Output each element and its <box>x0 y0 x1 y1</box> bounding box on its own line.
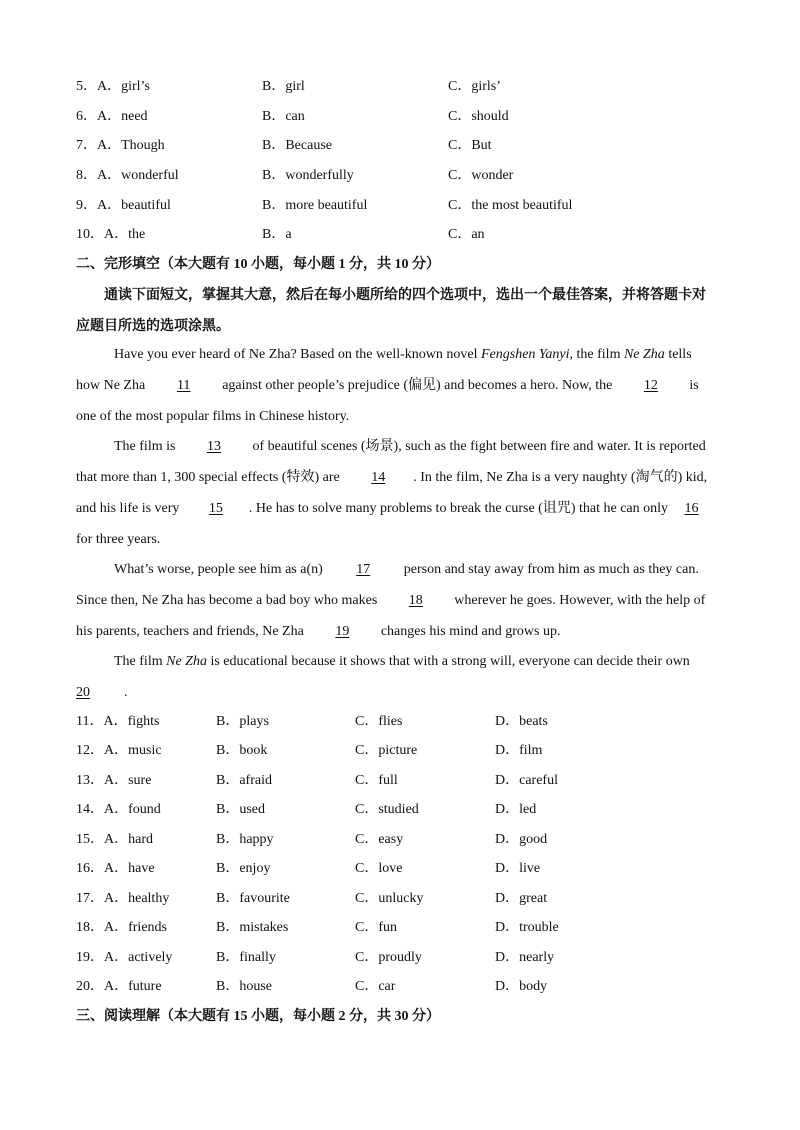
option-d: D．film <box>495 743 543 758</box>
passage-text: The film is <box>114 439 179 454</box>
option-d: D．body <box>495 979 548 994</box>
option-a: 9．A．beautiful <box>76 198 171 213</box>
option-a: 16．A．have <box>76 861 155 876</box>
passage-text: wherever he goes. However, with the help of <box>450 593 706 608</box>
passage-paragraph-4 <box>76 646 724 708</box>
option-row <box>0 712 800 732</box>
option-a: 7．A．Though <box>76 138 165 153</box>
option-a: 15．A．hard <box>76 832 153 847</box>
section-heading-cloze: 二、完形填空（本大题有 10 小题，每小题 1 分，共 10 分） <box>76 257 440 272</box>
passage-text: Have you ever heard of Ne Zha? Based on the well-known novel <box>114 347 481 362</box>
passage-text: and his life is very <box>76 501 183 516</box>
blank-17: 17 <box>356 562 371 577</box>
passage-text: What’s worse, people see him as a(n) <box>114 562 327 577</box>
passage-text: , the film <box>569 347 624 362</box>
passage-text: The film <box>114 654 167 669</box>
option-row <box>0 136 800 156</box>
option-row <box>0 741 800 761</box>
option-row <box>0 166 800 186</box>
option-c: C．girls’ <box>448 79 501 94</box>
blank-19: 19 <box>335 624 350 639</box>
passage-line <box>76 370 724 401</box>
option-d: D．trouble <box>495 920 559 935</box>
option-c: C．fun <box>355 920 397 935</box>
option-b: B．plays <box>216 714 269 729</box>
blank-11: 11 <box>176 378 191 393</box>
blank-16: 16 <box>684 501 699 516</box>
option-row <box>0 800 800 820</box>
option-b: B．book <box>216 743 268 758</box>
option-d: D．nearly <box>495 950 555 965</box>
option-b: B．mistakes <box>216 920 289 935</box>
passage-text: . He has to solve many problems to break the curse (诅咒) that he can only <box>248 501 672 516</box>
blank-18: 18 <box>408 593 423 608</box>
option-b: B．favourite <box>216 891 290 906</box>
option-b: B．enjoy <box>216 861 271 876</box>
option-a: 6．A．need <box>76 109 148 124</box>
blank-20: 20 <box>76 685 90 700</box>
passage-text: . <box>124 685 128 700</box>
option-c: C．unlucky <box>355 891 424 906</box>
passage-line <box>76 677 724 708</box>
blank-14: 14 <box>371 470 386 485</box>
passage-paragraph-3 <box>76 554 724 647</box>
option-b: B．happy <box>216 832 274 847</box>
passage-text: against other people’s prejudice (偏见) and becomes a hero. Now, the <box>218 378 616 393</box>
option-b: B．finally <box>216 950 276 965</box>
option-row <box>0 918 800 938</box>
option-a: 10．A．the <box>76 227 146 242</box>
option-b: B．used <box>216 802 265 817</box>
option-c: C．love <box>355 861 403 876</box>
option-d: D．good <box>495 832 548 847</box>
option-c: C．proudly <box>355 950 422 965</box>
option-a: 8．A．wonderful <box>76 168 179 183</box>
passage-text: person and stay away from him as much as they can. <box>400 562 699 577</box>
option-row <box>0 859 800 879</box>
passage-line <box>76 339 724 370</box>
passage-line <box>76 554 724 585</box>
option-row <box>0 889 800 909</box>
option-c: C．an <box>448 227 485 242</box>
option-a: 18．A．friends <box>76 920 167 935</box>
option-row <box>0 977 800 997</box>
blank-15: 15 <box>208 501 223 516</box>
option-row <box>0 196 800 216</box>
passage-line <box>76 646 724 677</box>
passage-line: for three years. <box>76 532 161 547</box>
option-c: C．wonder <box>448 168 514 183</box>
option-b: B．afraid <box>216 773 272 788</box>
option-a: 17．A．healthy <box>76 891 170 906</box>
passage-line <box>76 616 724 647</box>
passage-line <box>76 493 724 524</box>
option-b: B．can <box>262 109 305 124</box>
passage-paragraph-2 <box>76 431 724 555</box>
option-a: 14．A．found <box>76 802 161 817</box>
blank-12: 12 <box>643 378 658 393</box>
passage-text: changes his mind and grows up. <box>377 624 561 639</box>
passage-line <box>76 431 724 462</box>
instruction-line: 应题目所选的选项涂黑。 <box>76 319 230 334</box>
option-b: B．girl <box>262 79 305 94</box>
option-b: B．a <box>262 227 292 242</box>
option-c: C．car <box>355 979 396 994</box>
option-c: C．should <box>448 109 509 124</box>
passage-paragraph-1 <box>76 339 724 432</box>
passage-text: how Ne Zha <box>76 378 149 393</box>
passage-text: of beautiful scenes (场景), such as the fight between fire and water. It is reported <box>248 439 706 454</box>
option-a: 20．A．future <box>76 979 162 994</box>
option-a: 13．A．sure <box>76 773 152 788</box>
option-c: C．flies <box>355 714 403 729</box>
option-d: D．live <box>495 861 541 876</box>
option-a: 11．A．fights <box>76 714 160 729</box>
novel-title: Fengshen Yanyi <box>480 347 570 362</box>
film-title: Ne Zha <box>623 347 665 362</box>
instruction-line: 通读下面短文，掌握其大意，然后在每小题所给的四个选项中，选出一个最佳答案，并将答题卡对 <box>104 288 706 303</box>
passage-line: one of the most popular films in Chinese history. <box>76 409 350 424</box>
option-row <box>0 225 800 245</box>
passage-text: . In the film, Ne Zha is a very naughty (淘气的) kid, <box>413 470 708 485</box>
option-row <box>0 948 800 968</box>
passage-text: is <box>685 378 699 393</box>
option-c: C．easy <box>355 832 404 847</box>
option-c: C．the most beautiful <box>448 198 573 213</box>
option-row <box>0 771 800 791</box>
option-d: D．great <box>495 891 548 906</box>
film-title: Ne Zha <box>166 654 207 669</box>
section-instruction <box>76 280 724 342</box>
option-a: 19．A．actively <box>76 950 173 965</box>
passage-text: his parents, teachers and friends, Ne Zha <box>76 624 308 639</box>
option-row <box>0 77 800 97</box>
option-d: D．beats <box>495 714 548 729</box>
passage-text: is educational because it shows that with a strong will, everyone can decide their own <box>206 654 690 669</box>
option-a: 5．A．girl’s <box>76 79 150 94</box>
option-c: C．full <box>355 773 398 788</box>
option-c: C．picture <box>355 743 418 758</box>
option-d: D．careful <box>495 773 558 788</box>
blank-13: 13 <box>206 439 221 454</box>
passage-text: Since then, Ne Zha has become a bad boy who makes <box>76 593 381 608</box>
option-b: B．house <box>216 979 272 994</box>
passage-text: tells <box>664 347 692 362</box>
passage-text: that more than 1, 300 special effects (特效) are <box>76 470 344 485</box>
section-heading-reading: 三、阅读理解（本大题有 15 小题，每小题 2 分，共 30 分） <box>76 1009 440 1024</box>
option-c: C．studied <box>355 802 419 817</box>
option-d: D．led <box>495 802 537 817</box>
option-a: 12．A．music <box>76 743 162 758</box>
passage-line <box>76 585 724 616</box>
option-b: B．more beautiful <box>262 198 368 213</box>
option-c: C．But <box>448 138 492 153</box>
option-row <box>0 830 800 850</box>
option-row <box>0 107 800 127</box>
passage-line <box>76 462 724 493</box>
option-b: B．wonderfully <box>262 168 354 183</box>
option-b: B．Because <box>262 138 332 153</box>
